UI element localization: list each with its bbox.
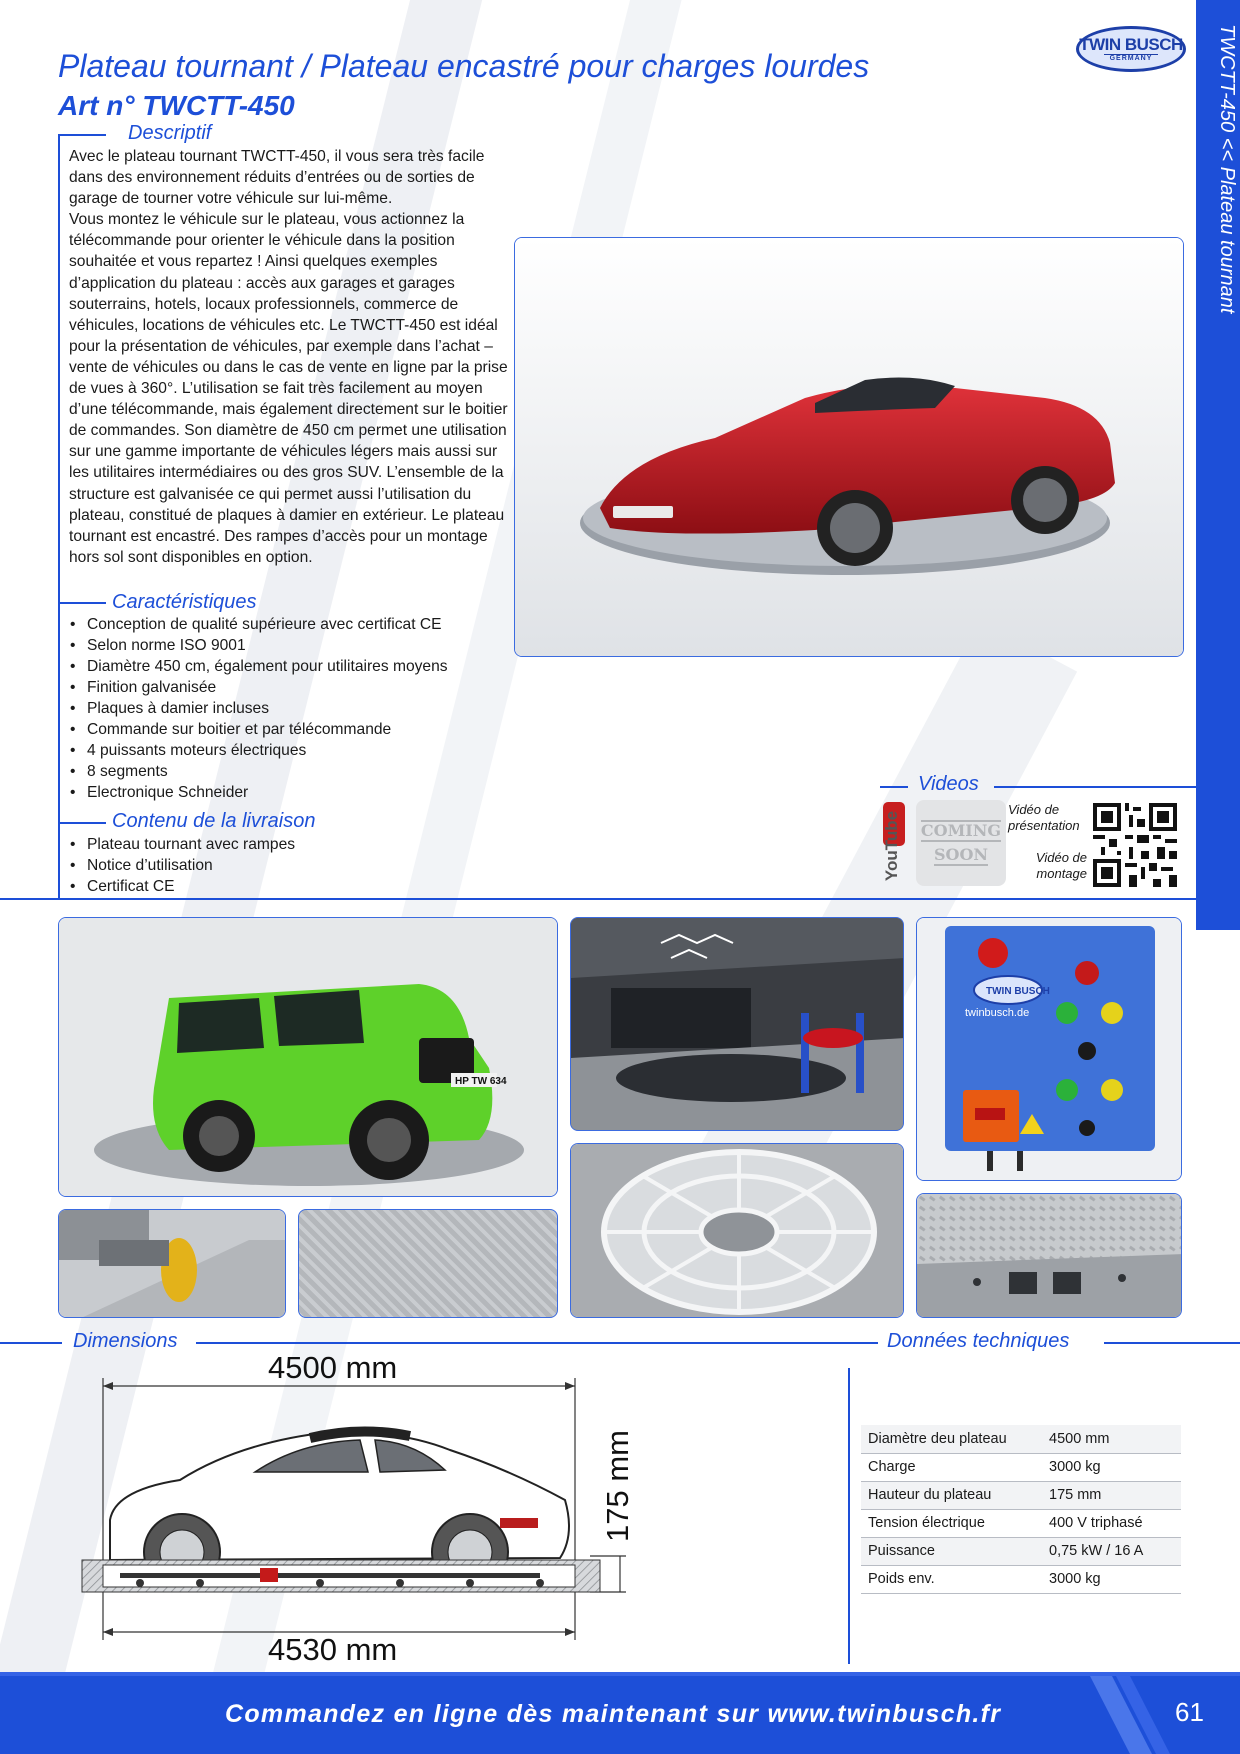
control-logo-text: TWIN BUSCH (986, 986, 1050, 997)
soon-label: SOON (933, 845, 989, 864)
tech-value: 4500 mm (1042, 1425, 1181, 1453)
section-rule (58, 602, 106, 604)
photo-control-box (916, 917, 1182, 1181)
coming-label: COMING (920, 821, 1002, 840)
frame-structure-illustration (571, 1144, 904, 1318)
photo-garage (570, 917, 904, 1131)
section-rule (994, 786, 1196, 788)
section-rule (0, 1342, 62, 1344)
tech-value: 3000 kg (1042, 1565, 1181, 1593)
list-item: • Diamètre 450 cm, également pour utilitaires moyens (69, 656, 519, 677)
table-row (861, 1481, 1181, 1509)
tech-label: Charge (861, 1453, 1042, 1481)
photo-red-car (514, 237, 1184, 657)
tech-label: Hauteur du plateau (861, 1481, 1042, 1509)
video-presentation-label[interactable]: Vidéo de présentation (1008, 802, 1080, 833)
section-rule-vertical (58, 134, 60, 898)
article-number: Art n° TWCTT-450 (58, 90, 295, 121)
list-item: • Notice d’utilisation (69, 855, 519, 876)
photo-plate-profile (916, 1193, 1182, 1318)
dimension-width-top: 4500 mm (268, 1350, 398, 1385)
dimension-drawing (70, 1370, 630, 1680)
list-item: • Conception de qualité supérieure avec certificat CE (69, 614, 519, 635)
motor-wheel-illustration (59, 1210, 286, 1318)
side-tab-label: TWCTT-450 << Plateau tournant (1216, 24, 1238, 314)
section-rule (58, 822, 106, 824)
red-car-illustration (515, 238, 1184, 657)
section-rule (58, 134, 106, 136)
tech-label: Puissance (861, 1537, 1042, 1565)
list-item: • Selon norme ISO 9001 (69, 635, 519, 656)
qr-code-icon[interactable] (1093, 803, 1177, 887)
list-item: • Commande sur boitier et par télécommande (69, 719, 519, 740)
section-title-donnees: Données techniques (887, 1330, 1070, 1352)
tech-label: Tension électrique (861, 1509, 1042, 1537)
tech-value: 3000 kg (1042, 1453, 1181, 1481)
page-number: 61 (1175, 1697, 1204, 1727)
list-item: • Finition galvanisée (69, 677, 519, 698)
logo-text: TWIN BUSCH (1079, 35, 1183, 54)
license-plate-text: HP TW 634 (455, 1076, 507, 1087)
coming-soon-thumbnail (916, 800, 1006, 886)
table-row (861, 1565, 1181, 1593)
description-text: Avec le plateau tournant TWCTT-450, il vous sera très facile dans des environnement réduits d’entrées ou de sorties de garage de tourner votre véhicule sur lui-même. Vous montez le véhicule sur le plateau, vous actionnez la télécommande pour orienter le véhicule dans la position souhaitée et vous repartez ! Ainsi quelques exemples d’application du plateau : accès aux garages et garages souterrains, hotels, locaux professionnels, commerce de véhicules, locations de véhicules etc. Le TWCTT-450 est idéal pour la présentation de véhicules, par exemple dans l’achat – vente de véhicules ou dans le cas de vente en ligne par la prise de vues à 360°. L’utilisation se fait très facilement au moyen d’une télécommande, mais également directement sur le boitier de commandes. Son diamètre de 450 cm permet une utilisation sur une gamme importante de véhicules légers mais aussi sur les utilitaires intermédiaires ou des gros SUV. L’ensemble de la structure est galvanisée ce qui permet aussi l’utilisation du plateau, constitué de plaques à damier en extérieur. Le plateau tournant est encastré. Des rampes d’accès pour un montage hors sol sont disponibles en option. (69, 148, 508, 566)
section-rule (0, 898, 1196, 900)
section-title-contenu: Contenu de la livraison (112, 810, 316, 832)
table-row (861, 1425, 1181, 1453)
table-row (861, 1509, 1181, 1537)
section-rule-vertical (848, 1368, 850, 1664)
list-item: • Plaques à damier incluses (69, 698, 519, 719)
photo-motor-wheel (58, 1209, 286, 1318)
list-item: • 4 puissants moteurs électriques (69, 740, 519, 761)
section-rule (880, 786, 908, 788)
delivery-list (69, 834, 519, 897)
table-row (861, 1453, 1181, 1481)
list-item: • Electronique Schneider (69, 782, 519, 803)
photo-checker-plate (298, 1209, 558, 1318)
youtube-icon (880, 800, 906, 888)
page-title: Plateau tournant / Plateau encastré pour charges lourdes (58, 48, 870, 84)
plate-profile-illustration (917, 1194, 1182, 1318)
tech-value: 0,75 kW / 16 A (1042, 1537, 1181, 1565)
garage-illustration (571, 918, 904, 1131)
footer-order-link[interactable]: Commandez en ligne dès maintenant sur www.twinbusch.fr (225, 1700, 1002, 1728)
tech-table (861, 1425, 1181, 1594)
logo-subtext: GERMANY (1104, 54, 1159, 62)
tech-label: Diamètre deu plateau (861, 1425, 1042, 1453)
green-suv-illustration (59, 918, 558, 1197)
dimension-height: 175 mm (600, 1430, 635, 1542)
section-title-videos: Videos (918, 773, 979, 795)
features-list (69, 614, 519, 803)
tech-value: 175 mm (1042, 1481, 1181, 1509)
tech-value: 400 V triphasé (1042, 1509, 1181, 1537)
list-item: • Plateau tournant avec rampes (69, 834, 519, 855)
table-row (861, 1537, 1181, 1565)
tech-label: Poids env. (861, 1565, 1042, 1593)
list-item: • Certificat CE (69, 876, 519, 897)
control-site-text: twinbusch.de (965, 1007, 1030, 1019)
list-item: • 8 segments (69, 761, 519, 782)
twin-busch-logo (1076, 26, 1186, 72)
section-rule (196, 1342, 878, 1344)
section-rule (1104, 1342, 1240, 1344)
dimension-width-bottom: 4530 mm (268, 1632, 398, 1667)
photo-green-suv (58, 917, 558, 1197)
photo-frame-structure (570, 1143, 904, 1318)
section-title-descriptif: Descriptif (128, 122, 212, 144)
section-title-dimensions: Dimensions (73, 1330, 178, 1352)
video-montage-label[interactable]: Vidéo de montage (1035, 850, 1087, 881)
control-box-illustration (917, 918, 1182, 1181)
youtube-wordmark: YouTube (882, 810, 901, 882)
section-title-caracteristiques: Caractéristiques (112, 591, 257, 613)
